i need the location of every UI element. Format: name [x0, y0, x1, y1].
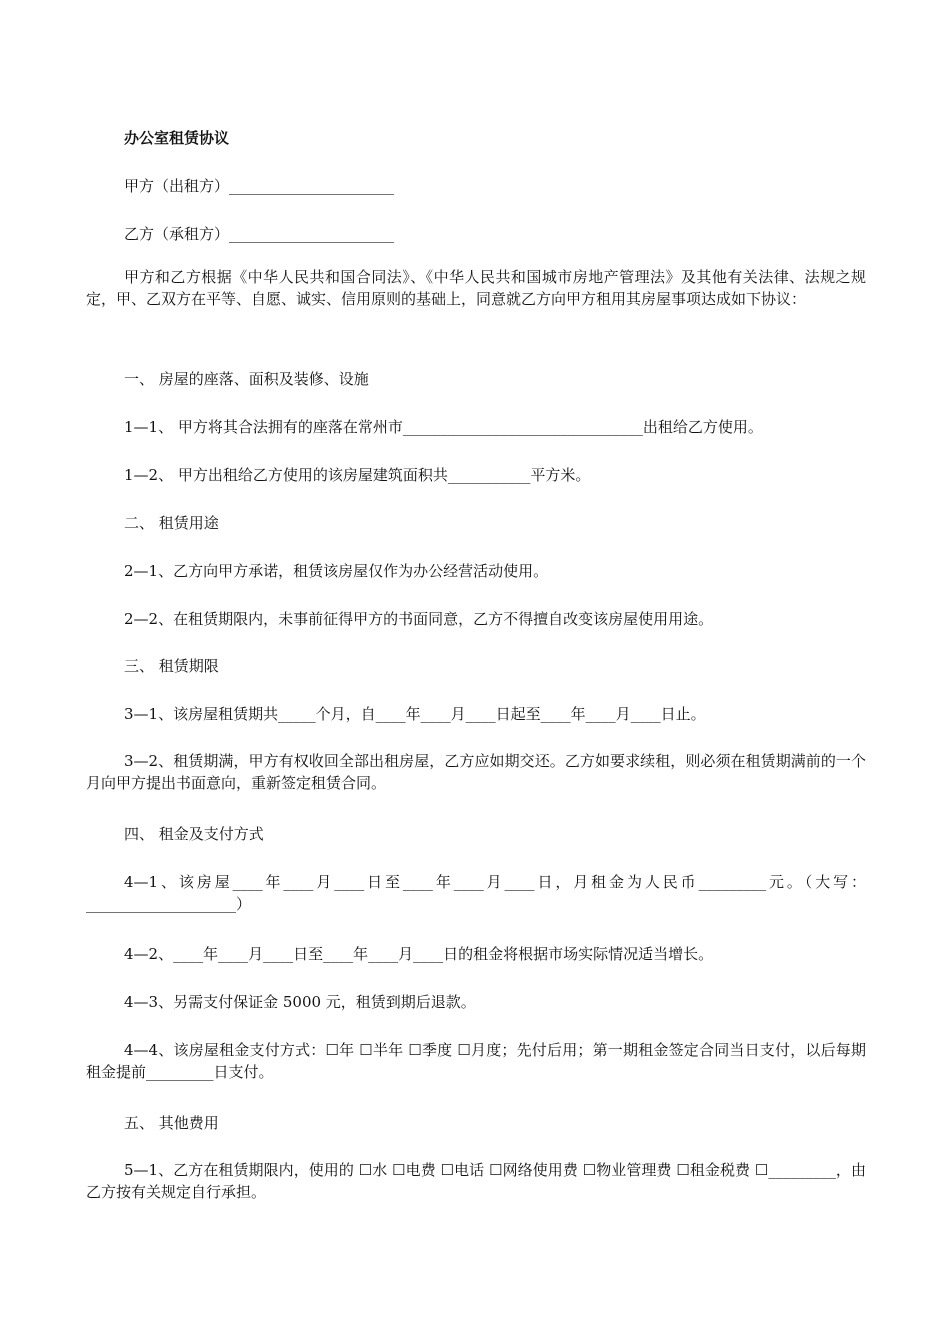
clause: 4—3、另需支付保证金 5000 元，租赁到期后退款。	[124, 993, 476, 1011]
clause: 5—1、乙方在租赁期限内，使用的 ☐水 ☐电费 ☐电话 ☐网络使用费 ☐物业管理费 ☐租金税费 ☐_________，由乙方按有关规定自行承担。	[86, 1161, 866, 1201]
party-b-line: 乙方（承租方）______________________	[124, 225, 395, 243]
clause: 3—1、该房屋租赁期共_____个月，自____年____月____日起至____年____月____日止。	[124, 705, 706, 723]
section-heading: 四、 租金及支付方式	[124, 825, 264, 843]
clause: 4—2、____年____月____日至____年____月____日的租金将根据市场实际情况适当增长。	[124, 945, 714, 963]
clause: 3—2、租赁期满，甲方有权收回全部出租房屋，乙方应如期交还。乙方如要求续租，则必须在租赁期满前的一个月向甲方提出书面意向，重新签定租赁合同。	[86, 752, 866, 792]
party-a-line: 甲方（出租方）______________________	[124, 177, 395, 195]
document-title: 办公室租赁协议	[124, 129, 230, 147]
section-heading: 二、 租赁用途	[124, 514, 219, 532]
clause: 4—1、该房屋____年____月____日至____年____月____日，月租金为人民币_________元。（大写：____________________）	[86, 873, 866, 913]
clause: 2—1、乙方向甲方承诺，租赁该房屋仅作为办公经营活动使用。	[124, 562, 549, 580]
section-heading: 五、 其他费用	[124, 1114, 219, 1132]
clause: 1—2、 甲方出租给乙方使用的该房屋建筑面积共___________平方米。	[124, 466, 591, 484]
clause: 1—1、 甲方将其合法拥有的座落在常州市________________________________出租给乙方使用。	[124, 418, 763, 436]
section-heading: 一、 房屋的座落、面积及装修、设施	[124, 370, 369, 388]
clause: 2—2、在租赁期限内，未事前征得甲方的书面同意，乙方不得擅自改变该房屋使用用途。	[124, 610, 714, 628]
clause: 4—4、该房屋租金支付方式：☐年 ☐半年 ☐季度 ☐月度；先付后用；第一期租金签定合同当日支付，以后每期租金提前_________日支付。	[86, 1041, 866, 1081]
section-heading: 三、 租赁期限	[124, 657, 219, 675]
preamble-paragraph: 甲方和乙方根据《中华人民共和国合同法》、《中华人民共和国城市房地产管理法》及其他有关法律、法规之规定，甲、乙双方在平等、自愿、诚实、信用原则的基础上，同意就乙方向甲方租用其房屋事项达成如下协议：	[86, 268, 866, 308]
